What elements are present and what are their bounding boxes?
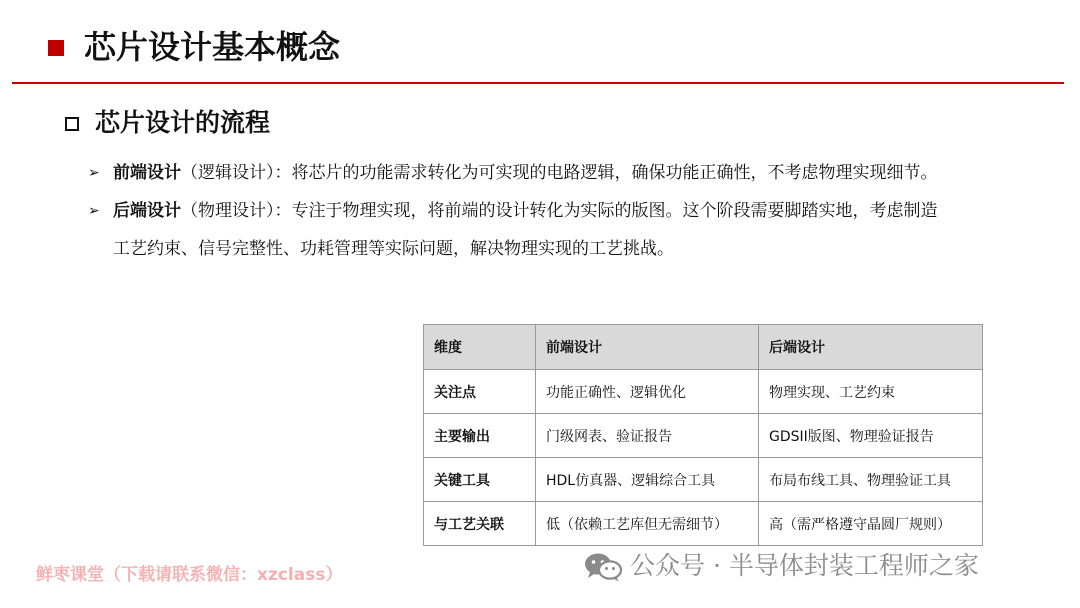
row-backend: 高（需严格遵守晶圆厂规则） [759, 502, 983, 546]
bullet-text: （逻辑设计）：将芯片的功能需求转化为可实现的电路逻辑，确保功能正确性，不考虑物理实现细节。 [181, 163, 938, 183]
header-backend: 后端设计 [759, 325, 983, 370]
bullet-backend-continuation: 工艺约束、信号完整性、功耗管理等实际问题，解决物理实现的工艺挑战。 [113, 239, 674, 259]
row-frontend: HDL仿真器、逻辑综合工具 [536, 458, 759, 502]
table-row [424, 370, 983, 414]
arrow-bullet-icon: ➢ [88, 165, 100, 181]
row-backend: GDSII版图、物理验证报告 [759, 414, 983, 458]
section-title: 芯片设计的流程 [95, 108, 271, 137]
row-dimension: 与工艺关联 [424, 502, 536, 546]
row-frontend: 门级网表、验证报告 [536, 414, 759, 458]
page-title: 芯片设计基本概念 [84, 28, 341, 66]
row-dimension: 关注点 [424, 370, 536, 414]
table-row [424, 414, 983, 458]
row-frontend: 功能正确性、逻辑优化 [536, 370, 759, 414]
comparison-table [423, 324, 983, 546]
section-bullet-square [65, 117, 79, 131]
header-dimension: 维度 [424, 325, 536, 370]
row-dimension: 主要输出 [424, 414, 536, 458]
row-dimension: 关键工具 [424, 458, 536, 502]
title-marker [48, 40, 64, 56]
bullet-backend [113, 199, 938, 223]
bullet-text: （物理设计）：专注于物理实现，将前端的设计转化为实际的版图。这个阶段需要脚踏实地，考虑制造 [181, 201, 938, 221]
row-frontend: 低（依赖工艺库但无需细节） [536, 502, 759, 546]
watermark-text: 鲜枣课堂（下载请联系微信：xzclass） [36, 565, 343, 585]
wechat-icon [583, 551, 623, 583]
bullet-term: 前端设计 [113, 163, 181, 183]
footer-brand: 公众号 · 半导体封装工程师之家 [630, 551, 979, 580]
table-row [424, 458, 983, 502]
arrow-bullet-icon: ➢ [88, 203, 100, 219]
table-header-row [424, 325, 983, 370]
row-backend: 布局布线工具、物理验证工具 [759, 458, 983, 502]
bullet-term: 后端设计 [113, 201, 181, 221]
title-divider [12, 82, 1064, 84]
table-row [424, 502, 983, 546]
bullet-frontend [113, 161, 938, 185]
row-backend: 物理实现、工艺约束 [759, 370, 983, 414]
header-frontend: 前端设计 [536, 325, 759, 370]
